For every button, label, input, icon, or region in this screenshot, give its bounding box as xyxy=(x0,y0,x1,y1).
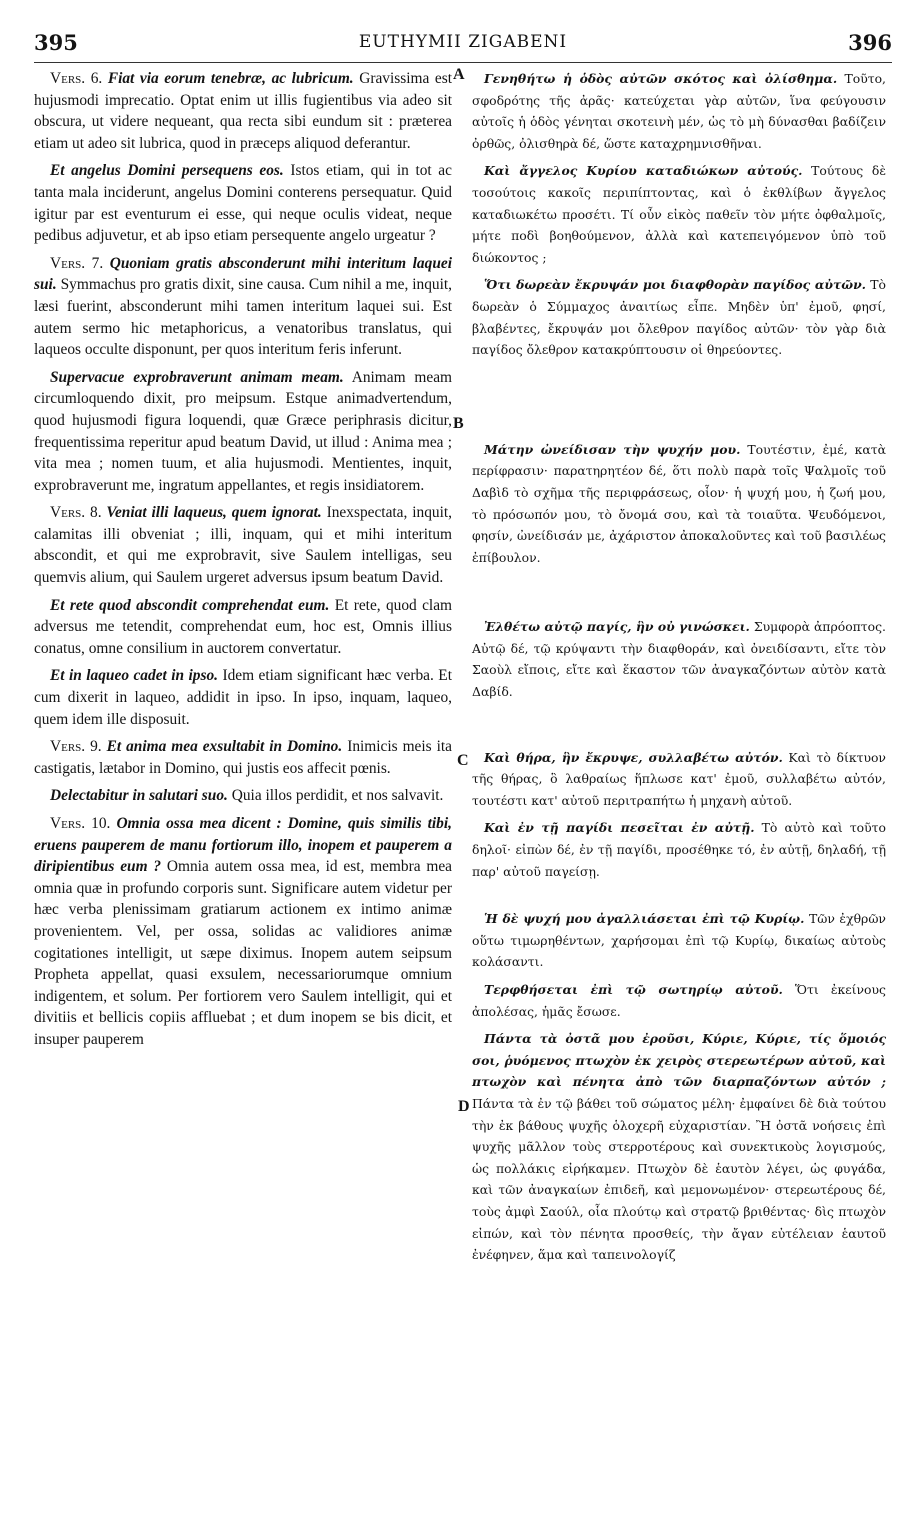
verse-lemma: Ἐλθέτω αὐτῷ παγίς, ἣν οὐ γινώσκει. xyxy=(484,619,750,635)
commentary-text: Symmachus pro gratis dixit, sine causa. Cum nihil a me, inquit, læsi fuerint, absconderunt mihi tamen interitum laquei sui. Est autem sermo hic metaphoricus, a venatoribus translatus, qui laqueos occulte disponunt, per quos interitum feris inferunt. xyxy=(34,276,452,359)
column-spacer xyxy=(472,568,886,616)
greek-paragraph xyxy=(472,160,886,268)
verse-lemma: Πάντα τὰ ὀστᾶ μου ἐροῦσι, Κύριε, Κύριε, τίς ὅμοιός σοι, ῥυόμενος πτωχὸν ἐκ χειρὸς στερεωτέρων αὐτοῦ, καὶ πτωχὸν καὶ πένητα ἀπὸ τῶν διαρπαζόντων αὐτόν ; xyxy=(472,1031,886,1090)
greek-paragraph xyxy=(472,979,886,1022)
greek-paragraph xyxy=(472,439,886,569)
column-spacer xyxy=(472,882,886,908)
commentary-text: Τῶν ἐχθρῶν οὕτω τιμωρηθέντων, χαρήσομαι ἐπὶ τῷ Κυρίῳ, δικαίως αὐτοὺς κολάσαντι. xyxy=(472,911,886,970)
latin-paragraph xyxy=(34,736,452,779)
greek-paragraph xyxy=(472,817,886,882)
commentary-text: Inexspectata, inquit, calamitas illi obveniat ; illi, inquam, qui et mihi interitum abscondit, et qui me exprobravit, sive Saulem intelligas, seu quemvis alium, qui Saulem urgeret adversus ipsum beatum David. xyxy=(34,504,452,587)
greek-paragraph xyxy=(472,274,886,360)
verse-lemma: Supervacue exprobraverunt animam meam. xyxy=(50,368,344,386)
verse-lemma: Καὶ θήρα, ἣν ἔκρυψε, συλλαβέτω αὐτόν. xyxy=(484,749,783,765)
margin-marker-d: D xyxy=(458,1098,470,1115)
verse-lemma: Quoniam gratis absconderunt mihi interitum laquei sui. xyxy=(34,254,452,294)
greek-paragraph xyxy=(472,68,886,154)
greek-paragraph xyxy=(472,747,886,812)
commentary-text: Συμφορὰ ἀπρόοπτος. Αὐτῷ δέ, τῷ κρύψαντι τὴν διαφθοράν, καὶ ὀνειδίσαντι, εἴτε τὸν Σαοὺλ εἴποις, εἴτε καὶ ἕκαστον τῶν ἀναγκαζόντων αὐτὸν κατὰ Δαβίδ. xyxy=(472,619,886,700)
verse-lemma: Μάτην ὠνείδισαν τὴν ψυχήν μου. xyxy=(484,441,741,457)
commentary-text: Et rete, quod clam adversus me tetendit, comprehendat eum, hoc est, Omnis illius conatus, omne consilium in auctorem convertatur. xyxy=(34,596,452,657)
verse-lemma: Et anima mea exsultabit in Domino. xyxy=(106,738,343,756)
latin-paragraph xyxy=(34,68,452,154)
commentary-text: Τοῦτο, σφοδρότης τῆς ἀρᾶς· κατεύχεται γὰρ αὐτῶν, ἵνα φεύγουσιν αὐτοῖς ἡ ὁδὸς γένηται σκοτεινὴ μέν, ὡς τὸ μὴ δύνασθαι βαδίζειν ὀρθῶς, ὀλισθηρὰ δέ, ὥστε καταχρημνισθῆναι. xyxy=(472,71,886,151)
margin-marker-c: C xyxy=(457,752,469,769)
verse-lemma: Et in laqueo cadet in ipso. xyxy=(50,667,219,685)
verse-lemma: Et angelus Domini persequens eos. xyxy=(50,162,284,180)
running-header xyxy=(34,30,892,60)
commentary-text: Καὶ τὸ δίκτυον τῆς θήρας, ὃ λαθραίως ἥπλωσε κατ' ἐμοῦ, συλλαβέτω αὐτόν, τουτέστι κατ' αὐτοῦ περιτραπήτω ἡ μηχανὴ αὐτοῦ. xyxy=(472,749,886,808)
page-number-right: 396 xyxy=(848,30,892,55)
margin-marker-a: A xyxy=(453,66,465,83)
commentary-text: Τουτέστιν, ἐμέ, κατὰ περίφρασιν· παρατηρητέον δέ, ὅτι πολὺ παρὰ τοῖς Ψαλμοῖς τοῦ Δαβὶδ τὸ σχῆμα τῆς περιφράσεως, οἷον· ἡ ψυχή μου, ἡ ζωή μου, τὸ πρόσωπόν μου, τὸ ὄνομά σου, καὶ τὰ τοιαῦτα. Ψευδόμενοι, φησίν, ὠνείδισάν με, ἀχάριστον ἀποκαλοῦντες καὶ τοῦ βασιλέως ἐπίβουλον. xyxy=(472,441,886,565)
verse-number: Vers. 7. xyxy=(50,254,104,272)
margin-marker-b: B xyxy=(453,415,464,432)
page-number-left: 395 xyxy=(34,30,78,55)
header-rule xyxy=(34,62,892,63)
verse-lemma: Τερφθήσεται ἐπὶ τῷ σωτηρίῳ αὐτοῦ. xyxy=(484,982,783,997)
running-title: EUTHYMII ZIGABENI xyxy=(358,32,568,52)
latin-paragraph xyxy=(34,502,452,588)
commentary-text: Gravissima est hujusmodi imprecatio. Optat enim ut illis fugientibus via adeo sit obscura, ut videre nequeant, qua recta sibi eundum sit : præterea etiam ut adeo sit lubrica, quod in præceps aliquod deferantur. xyxy=(34,70,452,152)
verse-number: Vers. 9. xyxy=(50,738,102,756)
column-spacer xyxy=(472,361,886,439)
greek-column xyxy=(472,68,886,1266)
commentary-text: Istos etiam, qui in tot ac tanta mala inciderunt, angelus Domini conterens persequatur. Quid igitur par est eventurum ei esse, qui neque oculis videat, neque pedibus adjuvetur, et ab ipso etiam persequente angelo urgeatur ? xyxy=(34,162,452,245)
verse-number: Vers. 10. xyxy=(50,815,111,832)
verse-lemma: Veniat illi laqueus, quem ignorat. xyxy=(106,504,322,522)
greek-paragraph xyxy=(472,908,886,973)
commentary-text: Omnia autem ossa mea, id est, membra mea omnia quæ in profundo corporis sunt. Significare autem videtur per hæc verba plenissimam gratiarum actionem ex intimo animæ provenientem. Vel, per ossa, solidas ac validiores animæ cogitationes intelligit, ut sæpe diximus. Inopem autem seipsum Propheta appellat, quasi exsulem, necessariorumque omnium indigentem, et solum. Per fortiorem vero Saulem intelligit, qui et divitiis et bellicis copiis affluebat ; et dum inopem se bis dicit, et insuper pauperem xyxy=(34,858,452,1048)
latin-paragraph xyxy=(34,813,452,1051)
verse-lemma: Ἡ δὲ ψυχή μου ἀγαλλιάσεται ἐπὶ τῷ Κυρίῳ. xyxy=(484,911,805,927)
commentary-text: Τὸ δωρεὰν ὁ Σύμμαχος ἀναιτίως εἶπε. Μηδὲν ὑπ' ἐμοῦ, φησί, βλαβέντες, ἔκρυψάν μοι ὄλεθρον παγίδος αὐτῶν· τὸν γὰρ διὰ παγίδος ὄλεθρον κατακρύπτουσιν οἱ θηρεύοντες. xyxy=(472,277,886,358)
latin-paragraph xyxy=(34,785,452,807)
commentary-text: Τὸ αὐτὸ καὶ τοῦτο δηλοῖ· εἰπὼν δέ, ἐν τῇ παγίδι, προσέθηκε τό, ἐν αὐτῇ, δηλαδή, τῇ παρ' αὐτοῦ παγείσῃ. xyxy=(472,820,886,879)
commentary-text: Idem etiam significant hæc verba. Et cum dixerit in laqueo, addidit in ipso. In ipso, inquam, laqueo, quem idem ille disposuit. xyxy=(34,667,452,728)
latin-paragraph xyxy=(34,160,452,246)
commentary-text: Τούτους δὲ τοσούτοις κακοῖς περιπίπτοντας, καὶ ὁ ἐκθλίβων ἄγγελος καταδιωκέτω προσέτι. Τί οὖν εἰκὸς παθεῖν τὸν μήτε ὀφθαλμοῖς, μήτε ποδὶ βοηθούμενον, ἀλλὰ καὶ κατεπειγόμενον ὑπὸ τοῦ διώκοντος ; xyxy=(472,163,886,265)
verse-number: Vers. 6. xyxy=(50,70,103,87)
greek-paragraph xyxy=(472,616,886,702)
verse-lemma: Γενηθήτω ἡ ὁδὸς αὐτῶν σκότος καὶ ὀλίσθημα. xyxy=(484,71,838,86)
commentary-text: Animam meam circumloquendo dixit, pro meipsum. Estque animadvertendum, quod hujusmodi figura loquendi, quæ Græce periphrasis dicitur, frequentissima reperitur apud beatum David, ut illud : Anima mea ; vita mea ; nomen tuum, et alia hujusmodi. Mentientes, inquit, exprobraverunt me, ingratum appellantes, et regis insidiatorem. xyxy=(34,368,453,494)
commentary-text: Inimicis meis ita castigatis, lætabor in Domino, qui justis eos affecit pœnis. xyxy=(34,738,452,777)
verse-lemma: Delectabitur in salutari suo. xyxy=(50,787,228,805)
latin-column xyxy=(34,68,452,1051)
verse-lemma: Ὅτι δωρεὰν ἔκρυψάν μοι διαφθορὰν παγίδος αὐτῶν. xyxy=(484,277,866,293)
verse-lemma: Καὶ ἄγγελος Κυρίου καταδιώκων αὐτούς. xyxy=(484,163,803,179)
commentary-text: Quia illos perdidit, et nos salvavit. xyxy=(231,787,444,805)
latin-paragraph xyxy=(34,367,452,497)
commentary-text: Ὅτι ἐκείνους ἀπολέσας, ἡμᾶς ἔσωσε. xyxy=(472,982,886,1019)
verse-lemma: Omnia ossa mea dicent : Domine, quis similis tibi, eruens pauperem de manu fortiorum illo, inopem et pauperem a diripientibus eum ? xyxy=(34,815,452,876)
verse-lemma: Καὶ ἐν τῇ παγίδι πεσεῖται ἐν αὐτῇ. xyxy=(484,820,755,836)
column-spacer xyxy=(472,703,886,747)
verse-lemma: Fiat via eorum tenebræ, ac lubricum. xyxy=(107,70,354,87)
greek-paragraph xyxy=(472,1028,886,1266)
latin-paragraph xyxy=(34,595,452,660)
commentary-text: Πάντα τὰ ἐν τῷ βάθει τοῦ σώματος μέλη· ἐμφαίνει δὲ διὰ τούτου τὴν ἐκ βάθους ψυχῆς ὁλοχερῆ εὐχαριστίαν. Ἢ ὀστᾶ νοήσεις ἐπὶ ψυχῆς μᾶλλον τοὺς στερροτέρους καὶ συνεκτικοὺς λογισμούς, ὡς πολλάκις εἰρήκαμεν. Πτωχὸν δὲ ἑαυτὸν λέγει, ὡς φυγάδα, καὶ τῶν ἀναγκαίων ἐπιδεῆ, καὶ μεμονωμένον· στερεωτέρους δέ, τοὺς ἀμφὶ Σαούλ, οἷα πλούτῳ καὶ στρατῷ βριθέντας· δὶς πτωχὸν εἰπών, καὶ τὸν πένητα προσθείς, τὴν ἄγαν εὐτέλειαν ἑαυτοῦ ἐνέφηνεν, ἅμα καὶ ταπεινολογίζ xyxy=(472,1095,886,1263)
latin-paragraph xyxy=(34,253,452,361)
verse-number: Vers. 8. xyxy=(50,504,102,522)
latin-paragraph xyxy=(34,665,452,730)
verse-lemma: Et rete quod abscondit comprehendat eum. xyxy=(50,596,330,614)
